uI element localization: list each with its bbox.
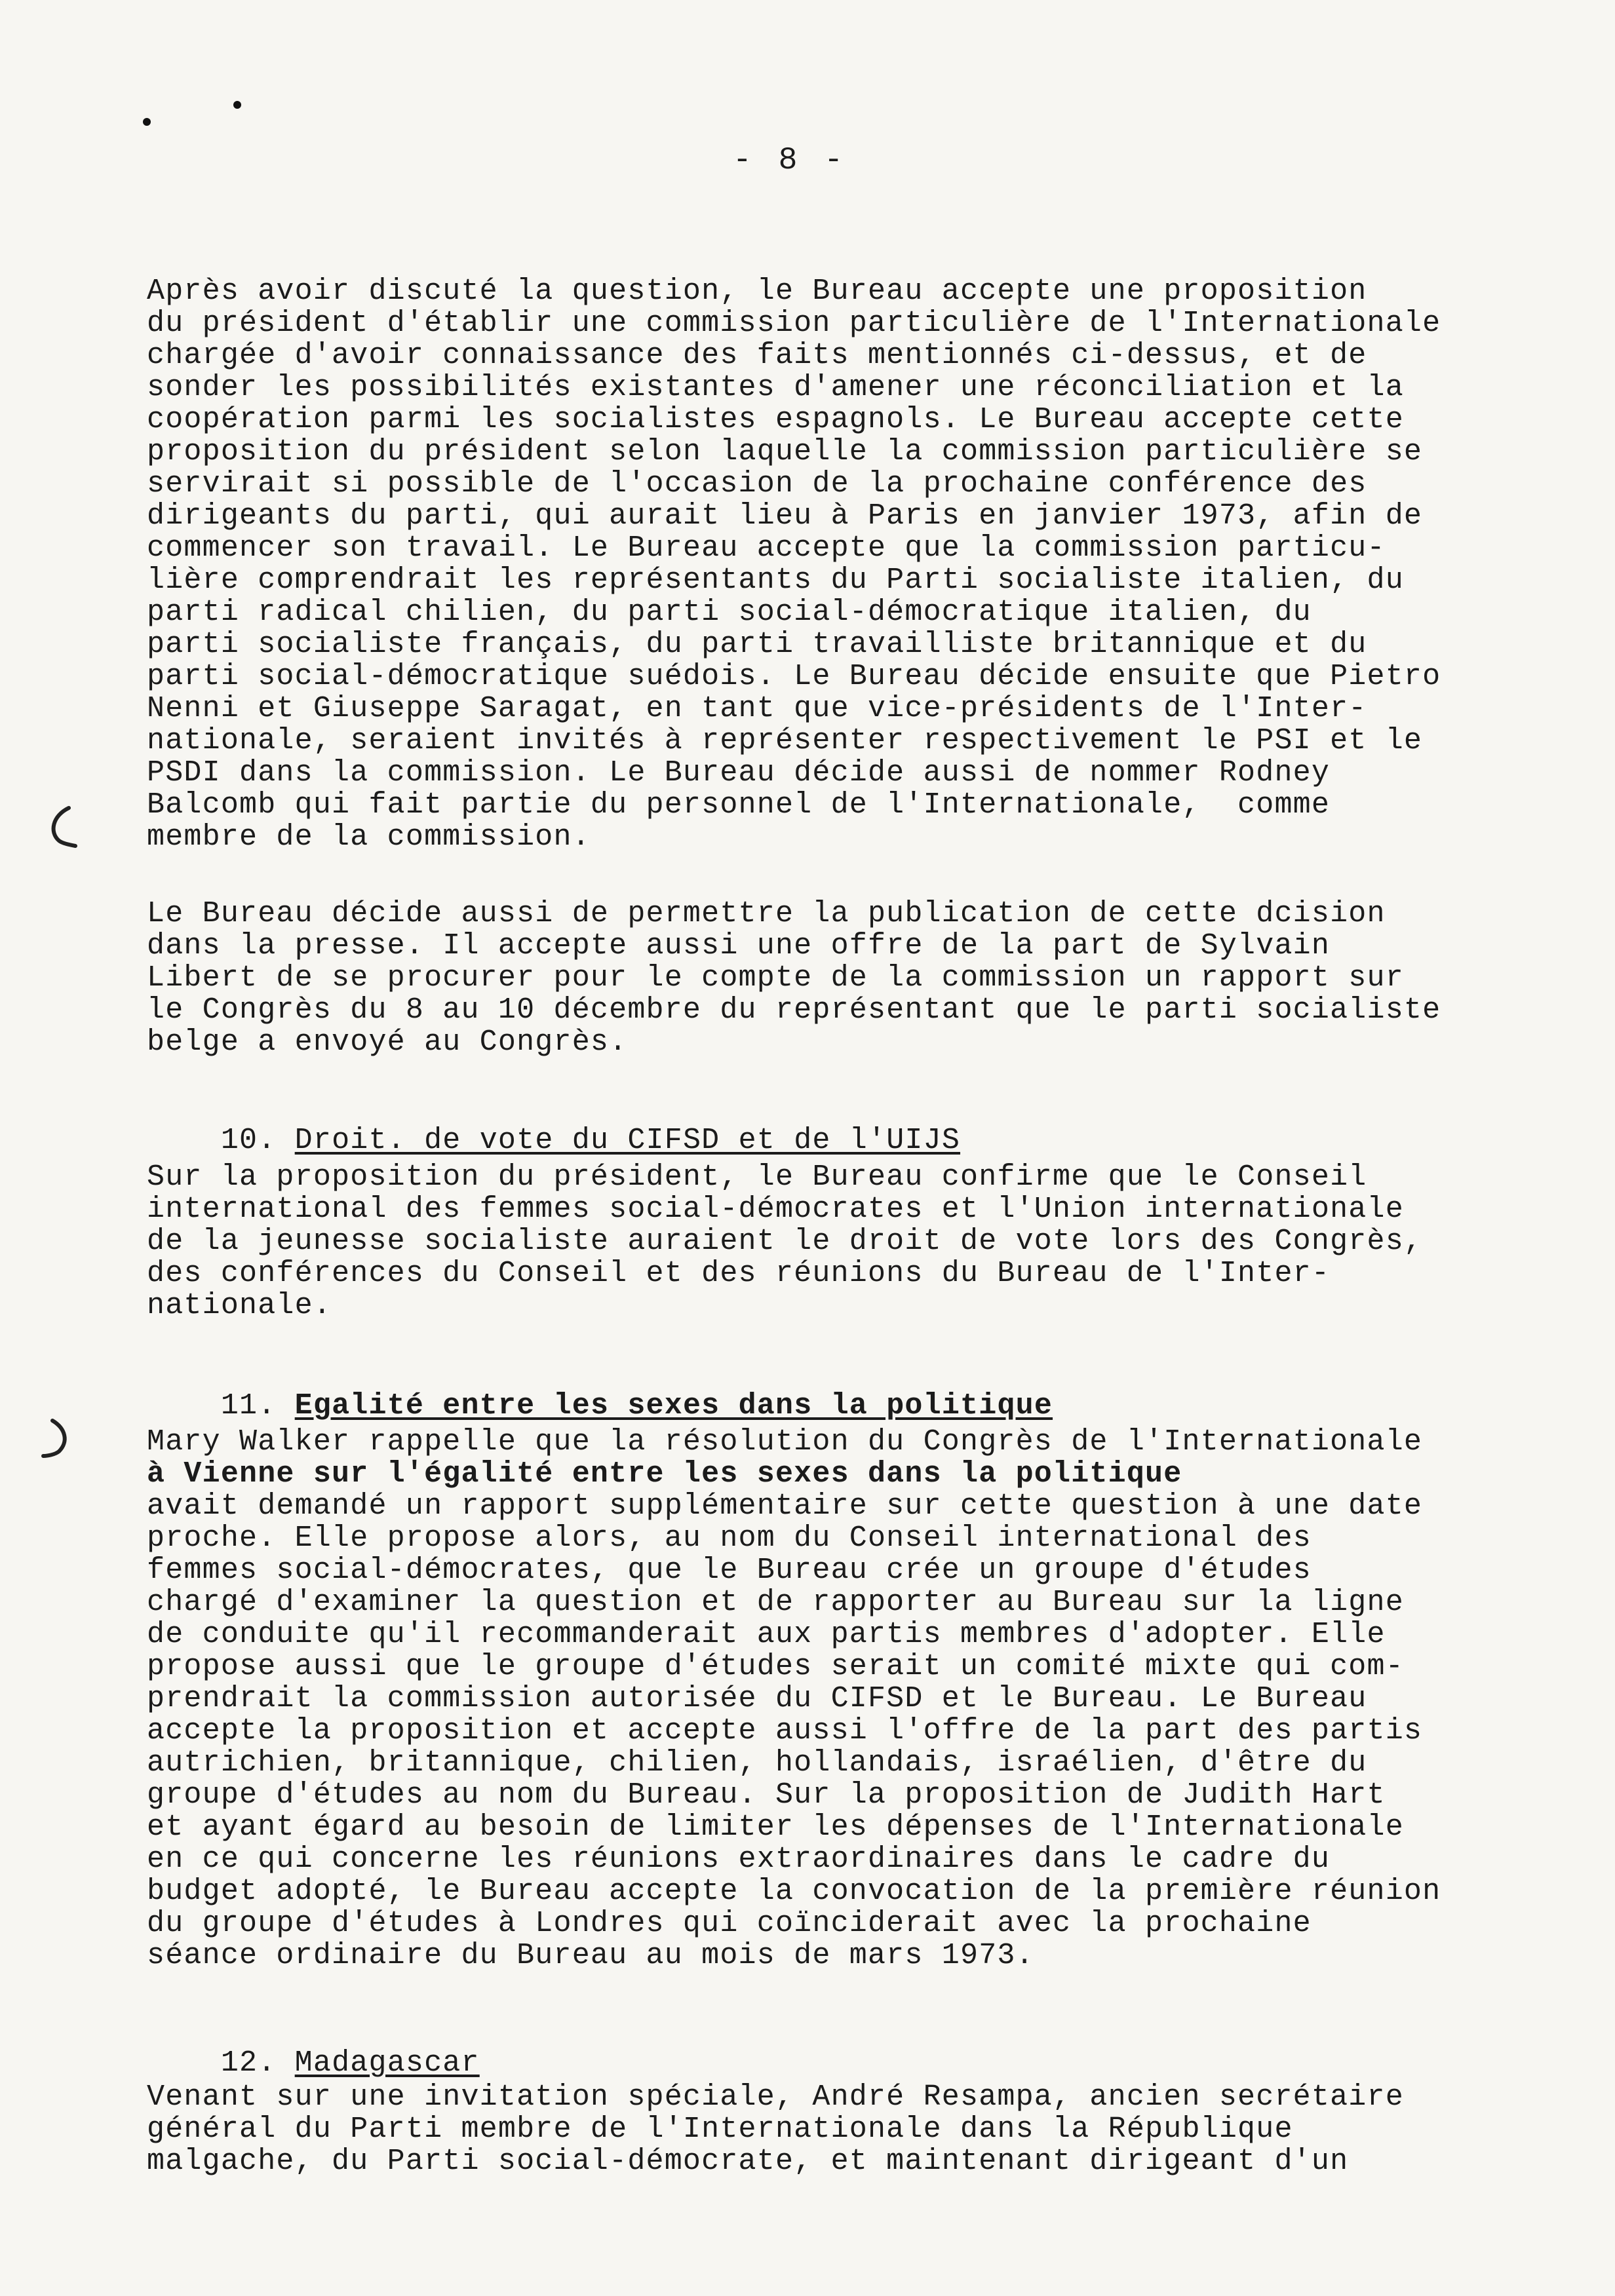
section-10-number: 10.: [220, 1124, 277, 1157]
text-line: PSDI dans la commission. Le Bureau décide aussi de nommer Rodney: [147, 756, 1331, 790]
text-line: parti socialiste français, du parti travailliste britannique et du: [147, 628, 1367, 661]
punch-dot-right: [233, 101, 241, 109]
text-line: Libert de se procurer pour le compte de la commission un rapport sur: [147, 961, 1404, 995]
text-line: Balcomb qui fait partie du personnel de l'Internationale, comme: [147, 788, 1331, 822]
text-line: le Congrès du 8 au 10 décembre du représentant que le parti socialiste: [147, 993, 1441, 1027]
page-number: - 8 -: [733, 143, 847, 178]
text-line: Après avoir discuté la question, le Bureau accepte une proposition: [147, 275, 1367, 308]
text-line: international des femmes social-démocrates et l'Union internationale: [147, 1193, 1404, 1226]
text-line: de la jeunesse socialiste auraient le droit de vote lors des Congrès,: [147, 1225, 1423, 1258]
text-line: belge a envoyé au Congrès.: [147, 1025, 628, 1059]
text-line: général du Parti membre de l'Internationale dans la République: [147, 2113, 1293, 2146]
text-line: chargée d'avoir connaissance des faits mentionnés ci-dessus, et de: [147, 339, 1367, 372]
section-11-number: 11.: [220, 1389, 277, 1423]
text-line: lière comprendrait les représentants du Parti socialiste italien, du: [147, 564, 1404, 597]
text-line: proposition du président selon laquelle la commission particulière se: [147, 435, 1423, 469]
text-line: membre de la commission.: [147, 820, 591, 854]
text-line: servirait si possible de l'occasion de la prochaine conférence des: [147, 467, 1367, 501]
text-line: séance ordinaire du Bureau au mois de mars 1973.: [147, 1939, 1034, 1972]
text-line: parti social-démocratique suédois. Le Bureau décide ensuite que Pietro: [147, 660, 1441, 693]
section-12-body: [147, 2081, 1404, 2177]
margin-bracket-right-mark: [39, 1415, 79, 1468]
section-11-body: [147, 1426, 1441, 1972]
text-line: Venant sur une invitation spéciale, André Resampa, ancien secrétaire: [147, 2080, 1404, 2114]
section-10-title: Droit. de vote du CIFSD et de l'UIJS: [294, 1124, 961, 1157]
paragraph-publication: [147, 898, 1441, 1058]
text-line: femmes social-démocrates, que le Bureau crée un groupe d'études: [147, 1554, 1312, 1587]
text-line: des conférences du Conseil et des réunions du Bureau de l'Inter-: [147, 1257, 1331, 1290]
text-line: nationale, seraient invités à représenter respectivement le PSI et le: [147, 724, 1423, 757]
text-line: groupe d'études au nom du Bureau. Sur la proposition de Judith Hart: [147, 1778, 1386, 1812]
text-line: propose aussi que le groupe d'études serait un comité mixte qui com-: [147, 1650, 1404, 1683]
text-line: coopération parmi les socialistes espagnols. Le Bureau accepte cette: [147, 403, 1404, 436]
section-11-title: Egalité entre les sexes dans la politique: [294, 1389, 1053, 1423]
text-line: sonder les possibilités existantes d'amener une réconciliation et la: [147, 371, 1404, 404]
section-10-body: [147, 1161, 1422, 1322]
text-line: parti radical chilien, du parti social-démocratique italien, du: [147, 596, 1312, 629]
text-line: du président d'établir une commission particulière de l'Internationale: [147, 307, 1441, 340]
text-line: Sur la proposition du président, le Bureau confirme que le Conseil: [147, 1160, 1367, 1194]
text-line: Mary Walker rappelle que la résolution du Congrès de l'Internationale: [147, 1425, 1423, 1459]
text-line: nationale.: [147, 1289, 332, 1322]
text-line: malgache, du Parti social-démocrate, et maintenant dirigeant d'un: [147, 2145, 1349, 2178]
text-line: chargé d'examiner la question et de rapporter au Bureau sur la ligne: [147, 1586, 1404, 1619]
text-line: de conduite qu'il recommanderait aux partis membres d'adopter. Elle: [147, 1618, 1386, 1651]
punch-dot-left: [143, 118, 151, 126]
text-line: autrichien, britannique, chilien, hollandais, israélien, d'être du: [147, 1746, 1367, 1780]
text-line: dirigeants du parti, qui aurait lieu à Paris en janvier 1973, afin de: [147, 499, 1423, 533]
text-line: à Vienne sur l'égalité entre les sexes dans la politique: [147, 1457, 1182, 1491]
text-line: budget adopté, le Bureau accepte la convocation de la première réunion: [147, 1875, 1441, 1908]
text-line: dans la presse. Il accepte aussi une offre de la part de Sylvain: [147, 929, 1331, 963]
text-line: du groupe d'études à Londres qui coïnciderait avec la prochaine: [147, 1907, 1312, 1940]
section-12-title: Madagascar: [294, 2046, 480, 2080]
text-line: et ayant égard au besoin de limiter les dépenses de l'Internationale: [147, 1810, 1404, 1844]
text-line: commencer son travail. Le Bureau accepte que la commission particu-: [147, 531, 1386, 565]
paragraph-commission: [147, 275, 1441, 853]
section-12-number: 12.: [220, 2046, 277, 2080]
text-line: Nenni et Giuseppe Saragat, en tant que vice-présidents de l'Inter-: [147, 692, 1367, 725]
text-line: en ce qui concerne les réunions extraordinaires dans le cadre du: [147, 1843, 1331, 1876]
text-line: accepte la proposition et accepte aussi l'offre de la part des partis: [147, 1714, 1423, 1748]
text-line: avait demandé un rapport supplémentaire sur cette question à une date: [147, 1489, 1423, 1523]
text-line: prendrait la commission autorisée du CIFSD et le Bureau. Le Bureau: [147, 1682, 1367, 1715]
margin-bracket-left-mark: [39, 803, 79, 855]
text-line: proche. Elle propose alors, au nom du Conseil international des: [147, 1521, 1312, 1555]
text-line: Le Bureau décide aussi de permettre la publication de cette dcision: [147, 897, 1386, 930]
